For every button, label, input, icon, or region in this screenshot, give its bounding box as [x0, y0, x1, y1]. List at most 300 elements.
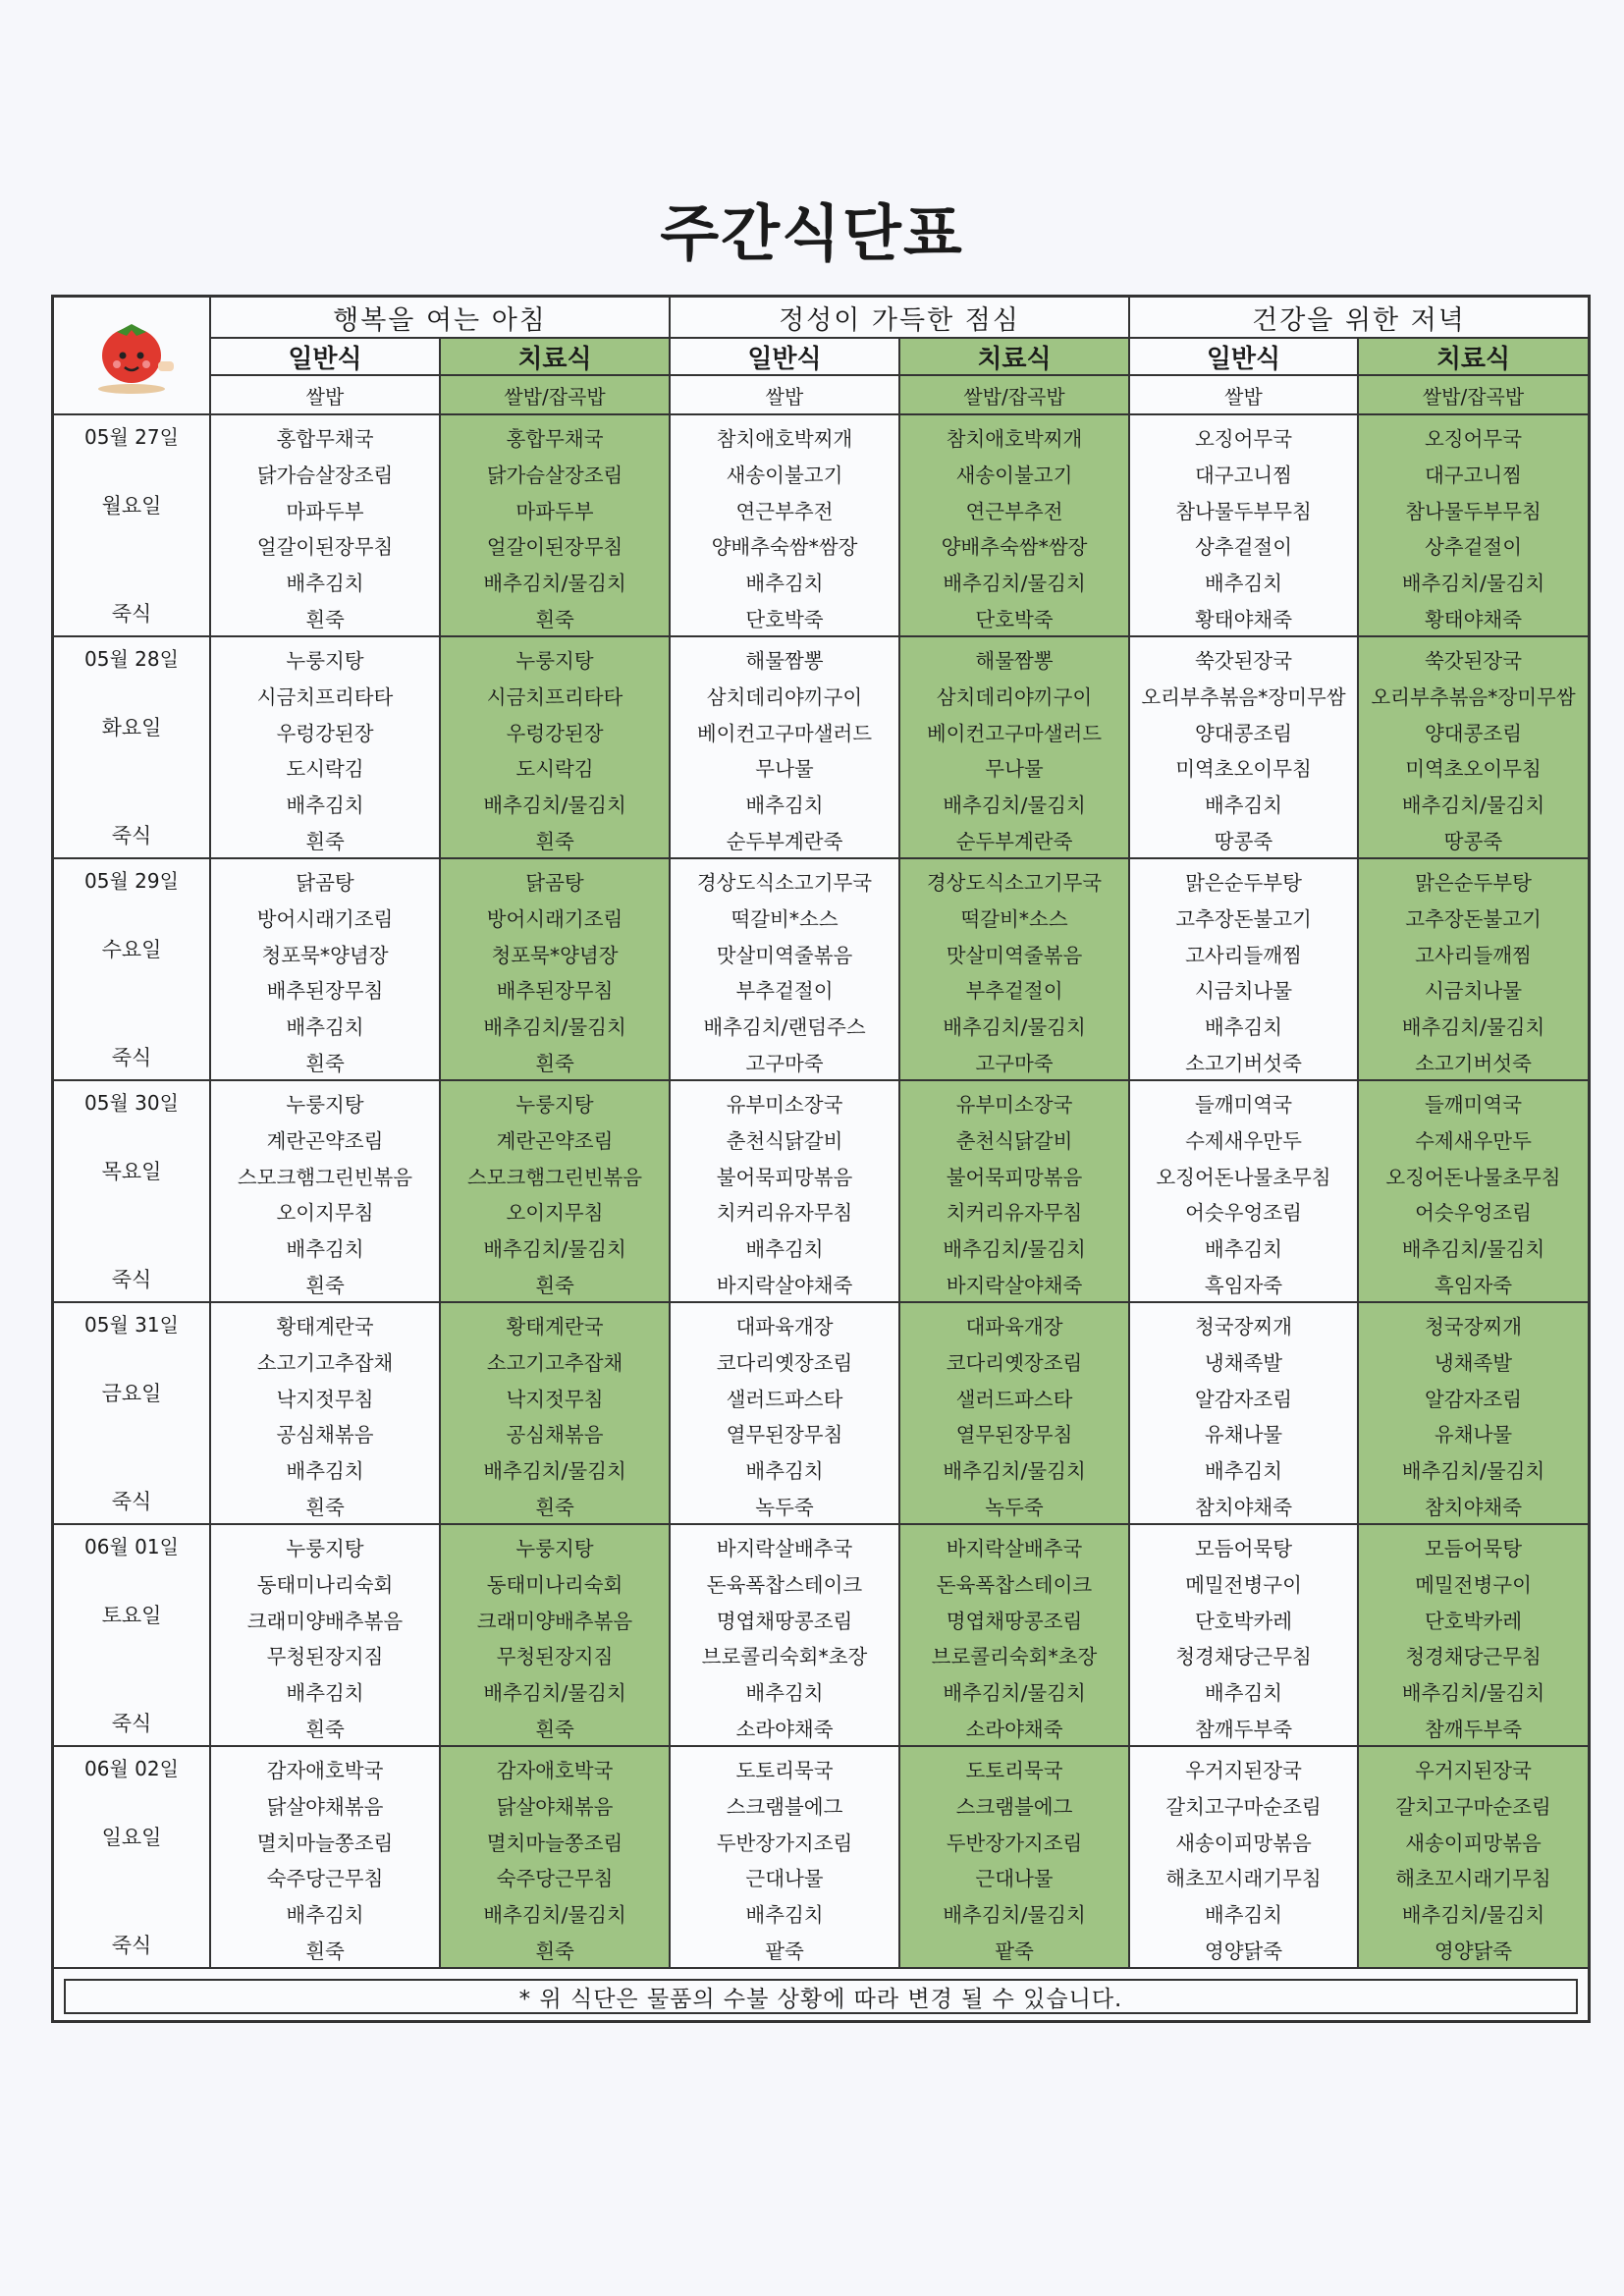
menu-item: 황태야채죽 — [1194, 607, 1292, 631]
menu-cell-di_g — [1130, 637, 1359, 859]
menu-item: 닭살야채볶음 — [496, 1795, 614, 1819]
menu-cell-bf_t — [441, 1303, 671, 1525]
type-header-therapy: 치료식 — [441, 339, 671, 376]
menu-item: 열무된장무침 — [726, 1423, 843, 1448]
menu-item: 닭가슴살장조림 — [486, 464, 623, 487]
menu-cell-lu_g — [671, 1081, 900, 1303]
menu-item: 낙지젓무침 — [506, 1387, 604, 1411]
menu-item: 양대콩조림 — [1194, 721, 1292, 745]
porridge-label: 죽식 — [111, 824, 152, 847]
menu-cell-di_g — [1130, 859, 1359, 1081]
menu-item: 근대나물 — [745, 1867, 824, 1891]
menu-item: 양배추숙쌈*쌈장 — [941, 535, 1088, 560]
menu-item: 대구고니찜 — [1424, 464, 1522, 487]
menu-item: 스모크햄그린빈볶음 — [466, 1165, 643, 1189]
menu-cell-di_t — [1359, 415, 1588, 637]
menu-item: 순두부계란죽 — [726, 829, 843, 853]
menu-item: 도토리묵국 — [735, 1759, 834, 1783]
menu-item: 바지락살야채죽 — [946, 1273, 1083, 1297]
type-header-general: 일반식 — [671, 339, 900, 376]
menu-item: 마파두부 — [515, 499, 594, 523]
menu-item: 배추김치/물김치 — [1401, 572, 1545, 596]
menu-item: 모듬어묵탕 — [1424, 1537, 1522, 1561]
menu-item: 소고기버섯죽 — [1185, 1051, 1302, 1075]
menu-item: 참치애호박찌개 — [946, 427, 1083, 452]
menu-item: 배추김치 — [1204, 1459, 1283, 1484]
menu-item: 닭곰탕 — [525, 871, 584, 896]
menu-item: 배추김치/물김치 — [1401, 1459, 1545, 1484]
menu-item: 삼치데리야끼구이 — [706, 685, 863, 709]
menu-item: 배추김치 — [1204, 1681, 1283, 1706]
menu-item: 팥죽 — [765, 1939, 804, 1963]
menu-cell-bf_t — [441, 859, 671, 1081]
menu-item: 부추겉절이 — [965, 979, 1063, 1004]
menu-item: 불어묵피망볶음 — [946, 1165, 1083, 1189]
menu-cell-di_g — [1130, 1747, 1359, 1969]
menu-item: 흰죽 — [305, 829, 345, 853]
menu-item: 해초꼬시래기무침 — [1165, 1867, 1322, 1891]
menu-item: 동태미나리숙회 — [486, 1573, 623, 1597]
menu-item: 무나물 — [755, 757, 814, 782]
menu-item: 메밀전병구이 — [1185, 1573, 1302, 1597]
meal-header-dinner: 건강을 위한 저녁 — [1130, 298, 1588, 339]
menu-item: 청포묵*양념장 — [261, 943, 389, 967]
menu-cell-di_g — [1130, 415, 1359, 637]
menu-item: 단호박카레 — [1194, 1609, 1292, 1633]
menu-item: 누룽지탕 — [286, 1093, 364, 1118]
menu-item: 배추김치 — [286, 1681, 364, 1706]
menu-item: 숙주당근무침 — [496, 1867, 614, 1891]
menu-item: 땅콩죽 — [1443, 829, 1503, 853]
menu-item: 배추김치/물김치 — [1401, 1903, 1545, 1928]
menu-item: 불어묵피망볶음 — [716, 1165, 853, 1189]
menu-item: 부추겉절이 — [735, 979, 834, 1004]
menu-cell-di_t — [1359, 1747, 1588, 1969]
menu-item: 베이컨고구마샐러드 — [926, 721, 1103, 745]
menu-cell-lu_t — [900, 1525, 1130, 1747]
menu-item: 수제새우만두 — [1415, 1129, 1532, 1153]
menu-item: 맛살미역줄볶음 — [946, 943, 1083, 967]
menu-item: 영양닭죽 — [1204, 1939, 1283, 1963]
menu-item: 배추김치 — [1204, 1903, 1283, 1928]
menu-cell-di_t — [1359, 1525, 1588, 1747]
type-header-general: 일반식 — [211, 339, 441, 376]
day-of-week: 월요일 — [101, 494, 162, 518]
menu-item: 해초꼬시래기무침 — [1395, 1867, 1551, 1891]
menu-cell-bf_g — [211, 1303, 441, 1525]
menu-item: 유부미소장국 — [955, 1093, 1073, 1118]
menu-item: 배추김치/물김치 — [483, 572, 626, 596]
menu-item: 공심채볶음 — [276, 1423, 374, 1448]
menu-item: 참깨두부죽 — [1424, 1717, 1522, 1741]
menu-item: 숙주당근무침 — [266, 1867, 384, 1891]
menu-item: 해물짬뽕 — [975, 649, 1054, 674]
meal-header-lunch: 정성이 가득한 점심 — [671, 298, 1130, 339]
menu-item: 홍합무채국 — [276, 427, 374, 452]
menu-cell-bf_t — [441, 1747, 671, 1969]
menu-item: 오이지무침 — [276, 1201, 374, 1226]
menu-item: 스모크햄그린빈볶음 — [237, 1165, 413, 1189]
menu-item: 양대콩조림 — [1424, 721, 1522, 745]
menu-item: 배추김치/물김치 — [1401, 1681, 1545, 1706]
menu-item: 오리부추볶음*장미무쌈 — [1371, 685, 1576, 709]
menu-item: 바지락살배추국 — [946, 1537, 1083, 1561]
menu-item: 누룽지탕 — [286, 649, 364, 674]
menu-item: 상추겉절이 — [1424, 535, 1522, 560]
menu-item: 흰죽 — [535, 1051, 574, 1075]
menu-item: 흰죽 — [535, 1717, 574, 1741]
menu-item: 도토리묵국 — [965, 1759, 1063, 1783]
menu-item: 샐러드파스타 — [955, 1387, 1073, 1411]
day-of-week: 토요일 — [101, 1604, 162, 1627]
menu-item: 코다리옛장조림 — [716, 1351, 853, 1375]
menu-item: 흑임자죽 — [1434, 1273, 1513, 1297]
menu-item: 참나물두부무침 — [1175, 499, 1312, 523]
menu-cell-bf_g — [211, 637, 441, 859]
day-date: 05월 27일 — [84, 425, 179, 449]
menu-item: 알감자조림 — [1424, 1387, 1522, 1411]
menu-item: 흑임자죽 — [1204, 1273, 1283, 1297]
menu-cell-bf_g — [211, 1525, 441, 1747]
menu-item: 들깨미역국 — [1194, 1093, 1292, 1118]
menu-item: 배추김치 — [1204, 572, 1283, 596]
menu-item: 시금치프리타타 — [486, 685, 623, 709]
menu-item: 브로콜리숙회*초장 — [931, 1645, 1098, 1669]
menu-item: 배추김치 — [286, 1459, 364, 1484]
menu-item: 누룽지탕 — [515, 649, 594, 674]
menu-cell-bf_t — [441, 1525, 671, 1747]
menu-item: 팥죽 — [995, 1939, 1034, 1963]
menu-item: 시금치나물 — [1424, 979, 1522, 1004]
menu-item: 녹두죽 — [755, 1495, 814, 1519]
rice-therapy: 쌀밥/잡곡밥 — [1359, 376, 1588, 415]
menu-item: 닭가슴살장조림 — [256, 464, 394, 487]
menu-cell-lu_t — [900, 415, 1130, 637]
menu-item: 명엽채땅콩조림 — [716, 1609, 853, 1633]
menu-item: 청포묵*양념장 — [491, 943, 619, 967]
menu-item: 유채나물 — [1434, 1423, 1513, 1448]
menu-item: 영양닭죽 — [1434, 1939, 1513, 1963]
menu-item: 누룽지탕 — [286, 1537, 364, 1561]
menu-item: 흰죽 — [535, 1495, 574, 1519]
menu-item: 바지락살야채죽 — [716, 1273, 853, 1297]
menu-item: 배추김치/물김치 — [483, 1681, 626, 1706]
menu-item: 배추된장무침 — [496, 979, 614, 1004]
menu-item: 어슷우엉조림 — [1415, 1201, 1532, 1226]
day-cell — [54, 1747, 211, 1969]
menu-item: 흰죽 — [305, 1051, 345, 1075]
menu-item: 배추김치 — [745, 1237, 824, 1262]
menu-item: 미역초오이무침 — [1405, 757, 1542, 782]
menu-item: 경상도식소고기무국 — [696, 871, 873, 896]
menu-item: 홍합무채국 — [506, 427, 604, 452]
menu-item: 참치애호박찌개 — [716, 427, 853, 452]
day-cell — [54, 1525, 211, 1747]
menu-item: 흰죽 — [305, 1717, 345, 1741]
tomato-mascot-icon — [54, 298, 211, 415]
menu-item: 무나물 — [985, 757, 1044, 782]
menu-item: 배추김치 — [286, 1237, 364, 1262]
menu-item: 시금치나물 — [1194, 979, 1292, 1004]
porridge-label: 죽식 — [111, 602, 152, 626]
menu-cell-lu_g — [671, 1525, 900, 1747]
menu-item: 갈치고구마순조림 — [1395, 1795, 1551, 1819]
menu-item: 쑥갓된장국 — [1194, 649, 1292, 674]
menu-item: 방어시래기조림 — [486, 907, 623, 931]
menu-item: 고구마죽 — [745, 1051, 824, 1075]
menu-item: 배추김치/랜덤주스 — [703, 1015, 866, 1040]
menu-item: 무청된장지짐 — [496, 1645, 614, 1669]
menu-item: 흰죽 — [535, 1939, 574, 1963]
menu-item: 소고기고추잡채 — [256, 1351, 394, 1375]
menu-item: 닭곰탕 — [296, 871, 354, 896]
menu-item: 마파두부 — [286, 499, 364, 523]
menu-item: 배추김치 — [1204, 1237, 1283, 1262]
menu-item: 흰죽 — [535, 829, 574, 853]
menu-item: 동태미나리숙회 — [256, 1573, 394, 1597]
menu-cell-lu_g — [671, 1303, 900, 1525]
menu-item: 공심채볶음 — [506, 1423, 604, 1448]
menu-item: 도시락김 — [515, 757, 594, 782]
menu-cell-di_g — [1130, 1081, 1359, 1303]
menu-cell-bf_g — [211, 859, 441, 1081]
menu-cell-lu_t — [900, 1081, 1130, 1303]
menu-cell-bf_g — [211, 1081, 441, 1303]
menu-item: 소라야채죽 — [965, 1717, 1063, 1741]
menu-item: 청국장찌개 — [1424, 1315, 1522, 1339]
type-header-therapy: 치료식 — [900, 339, 1130, 376]
menu-item: 배추김치/물김치 — [483, 1903, 626, 1928]
menu-item: 우렁강된장 — [506, 721, 604, 745]
menu-item: 배추김치/물김치 — [1401, 1015, 1545, 1040]
menu-item: 배추김치 — [745, 1681, 824, 1706]
menu-item: 배추김치/물김치 — [943, 1237, 1086, 1262]
menu-item: 얼갈이된장무침 — [486, 535, 623, 560]
rice-general: 쌀밥 — [671, 376, 900, 415]
menu-cell-lu_t — [900, 637, 1130, 859]
menu-item: 열무된장무침 — [955, 1423, 1073, 1448]
menu-item: 쑥갓된장국 — [1424, 649, 1522, 674]
menu-item: 소고기고추잡채 — [486, 1351, 623, 1375]
menu-cell-lu_g — [671, 1747, 900, 1969]
menu-item: 브로콜리숙회*초장 — [701, 1645, 868, 1669]
menu-item: 스크램블에그 — [726, 1795, 843, 1819]
menu-item: 배추된장무침 — [266, 979, 384, 1004]
menu-item: 대파육개장 — [735, 1315, 834, 1339]
menu-item: 황태계란국 — [506, 1315, 604, 1339]
day-cell — [54, 1081, 211, 1303]
menu-item: 대파육개장 — [965, 1315, 1063, 1339]
menu-item: 멸치마늘쫑조림 — [486, 1831, 623, 1855]
menu-table — [51, 295, 1591, 2023]
menu-item: 얼갈이된장무침 — [256, 535, 394, 560]
menu-item: 유부미소장국 — [726, 1093, 843, 1118]
menu-cell-di_g — [1130, 1303, 1359, 1525]
menu-item: 바지락살배추국 — [716, 1537, 853, 1561]
rice-therapy: 쌀밥/잡곡밥 — [900, 376, 1130, 415]
menu-item: 배추김치 — [286, 793, 364, 818]
menu-cell-bf_g — [211, 1747, 441, 1969]
menu-cell-lu_g — [671, 859, 900, 1081]
menu-item: 떡갈비*소스 — [960, 907, 1068, 931]
menu-cell-lu_g — [671, 415, 900, 637]
menu-item: 배추김치 — [745, 793, 824, 818]
menu-item: 배추김치 — [745, 1459, 824, 1484]
menu-item: 감자애호박국 — [496, 1759, 614, 1783]
menu-item: 냉채족발 — [1204, 1351, 1283, 1375]
menu-item: 배추김치/물김치 — [483, 1237, 626, 1262]
menu-item: 감자애호박국 — [266, 1759, 384, 1783]
day-cell — [54, 1303, 211, 1525]
menu-item: 흰죽 — [535, 1273, 574, 1297]
menu-item: 도시락김 — [286, 757, 364, 782]
menu-item: 돈육폭찹스테이크 — [706, 1573, 863, 1597]
day-date: 05월 28일 — [84, 647, 179, 671]
day-cell — [54, 415, 211, 637]
menu-cell-bf_t — [441, 1081, 671, 1303]
menu-item: 청경채당근무침 — [1175, 1645, 1312, 1669]
menu-item: 배추김치/물김치 — [943, 1015, 1086, 1040]
porridge-label: 죽식 — [111, 1712, 152, 1735]
menu-cell-bf_g — [211, 415, 441, 637]
porridge-label: 죽식 — [111, 1934, 152, 1957]
menu-item: 오징어무국 — [1424, 427, 1522, 452]
menu-item: 무청된장지짐 — [266, 1645, 384, 1669]
menu-item: 황태계란국 — [276, 1315, 374, 1339]
menu-cell-bf_t — [441, 415, 671, 637]
menu-item: 누룽지탕 — [515, 1093, 594, 1118]
menu-item: 배추김치/물김치 — [483, 1015, 626, 1040]
menu-item: 수제새우만두 — [1185, 1129, 1302, 1153]
menu-item: 배추김치/물김치 — [483, 793, 626, 818]
menu-cell-di_t — [1359, 637, 1588, 859]
menu-item: 고사리들깨찜 — [1415, 943, 1532, 967]
menu-item: 새송이피망볶음 — [1175, 1831, 1312, 1855]
menu-item: 배추김치 — [286, 572, 364, 596]
meal-header-breakfast: 행복을 여는 아침 — [211, 298, 671, 339]
menu-item: 고구마죽 — [975, 1051, 1054, 1075]
menu-item: 고사리들깨찜 — [1185, 943, 1302, 967]
menu-item: 배추김치/물김치 — [943, 572, 1086, 596]
menu-item: 순두부계란죽 — [955, 829, 1073, 853]
menu-item: 배추김치/물김치 — [483, 1459, 626, 1484]
menu-cell-lu_g — [671, 637, 900, 859]
menu-item: 해물짬뽕 — [745, 649, 824, 674]
menu-item: 오이지무침 — [506, 1201, 604, 1226]
menu-item: 삼치데리야끼구이 — [936, 685, 1093, 709]
menu-item: 오징어무국 — [1194, 427, 1292, 452]
menu-item: 치커리유자무침 — [946, 1201, 1083, 1226]
porridge-label: 죽식 — [111, 1046, 152, 1069]
menu-item: 낙지젓무침 — [276, 1387, 374, 1411]
menu-item: 배추김치/물김치 — [943, 1681, 1086, 1706]
menu-item: 단호박죽 — [745, 607, 824, 631]
menu-item: 냉채족발 — [1434, 1351, 1513, 1375]
menu-item: 크래미양배추볶음 — [476, 1609, 633, 1633]
menu-item: 배추김치 — [286, 1903, 364, 1928]
menu-cell-di_t — [1359, 859, 1588, 1081]
menu-item: 계란곤약조림 — [496, 1129, 614, 1153]
day-date: 06월 01일 — [84, 1535, 179, 1558]
day-of-week: 수요일 — [101, 938, 162, 961]
menu-item: 유채나물 — [1204, 1423, 1283, 1448]
menu-item: 소고기버섯죽 — [1415, 1051, 1532, 1075]
menu-item: 참치야채죽 — [1194, 1495, 1292, 1519]
menu-item: 알감자조림 — [1194, 1387, 1292, 1411]
menu-item: 배추김치 — [1204, 1015, 1283, 1040]
menu-item: 치커리유자무침 — [716, 1201, 853, 1226]
menu-item: 맑은순두부탕 — [1415, 871, 1532, 896]
menu-item: 어슷우엉조림 — [1185, 1201, 1302, 1226]
type-header-general: 일반식 — [1130, 339, 1359, 376]
rice-therapy: 쌀밥/잡곡밥 — [441, 376, 671, 415]
footer-note: * 위 식단은 물품의 수불 상황에 따라 변경 될 수 있습니다. — [64, 1979, 1578, 2014]
menu-item: 흰죽 — [305, 1939, 345, 1963]
menu-item: 새송이불고기 — [955, 464, 1073, 487]
menu-item: 대구고니찜 — [1194, 464, 1292, 487]
menu-item: 단호박카레 — [1424, 1609, 1522, 1633]
day-date: 05월 29일 — [84, 869, 179, 893]
menu-item: 멸치마늘쫑조림 — [256, 1831, 394, 1855]
menu-cell-di_t — [1359, 1303, 1588, 1525]
menu-item: 연근부추전 — [735, 499, 834, 523]
rice-general: 쌀밥 — [1130, 376, 1359, 415]
porridge-label: 죽식 — [111, 1268, 152, 1291]
menu-item: 참나물두부무침 — [1405, 499, 1542, 523]
menu-item: 경상도식소고기무국 — [926, 871, 1103, 896]
menu-item: 참깨두부죽 — [1194, 1717, 1292, 1741]
menu-item: 모듬어묵탕 — [1194, 1537, 1292, 1561]
menu-item: 배추김치/물김치 — [943, 1459, 1086, 1484]
menu-item: 배추김치 — [745, 572, 824, 596]
menu-item: 메밀전병구이 — [1415, 1573, 1532, 1597]
menu-item: 크래미양배추볶음 — [246, 1609, 404, 1633]
menu-item: 누룽지탕 — [515, 1537, 594, 1561]
menu-item: 배추김치/물김치 — [1401, 793, 1545, 818]
menu-item: 연근부추전 — [965, 499, 1063, 523]
menu-item: 미역초오이무침 — [1175, 757, 1312, 782]
menu-item: 청국장찌개 — [1194, 1315, 1292, 1339]
menu-item: 두반장가지조림 — [716, 1831, 853, 1855]
menu-item: 우렁강된장 — [276, 721, 374, 745]
menu-item: 청경채당근무침 — [1405, 1645, 1542, 1669]
menu-item: 오징어돈나물초무침 — [1385, 1165, 1561, 1189]
menu-item: 춘천식닭갈비 — [726, 1129, 843, 1153]
menu-cell-lu_t — [900, 1303, 1130, 1525]
menu-item: 계란곤약조림 — [266, 1129, 384, 1153]
menu-cell-lu_t — [900, 1747, 1130, 1969]
menu-item: 갈치고구마순조림 — [1165, 1795, 1322, 1819]
menu-item: 배추김치/물김치 — [1401, 1237, 1545, 1262]
menu-item: 양배추숙쌈*쌈장 — [711, 535, 858, 560]
type-header-therapy: 치료식 — [1359, 339, 1588, 376]
rice-general: 쌀밥 — [211, 376, 441, 415]
menu-item: 흰죽 — [535, 607, 574, 631]
menu-item: 근대나물 — [975, 1867, 1054, 1891]
menu-item: 방어시래기조림 — [256, 907, 394, 931]
menu-item: 시금치프리타타 — [256, 685, 394, 709]
menu-item: 소라야채죽 — [735, 1717, 834, 1741]
menu-item: 새송이불고기 — [726, 464, 843, 487]
menu-item: 돈육폭찹스테이크 — [936, 1573, 1093, 1597]
day-of-week: 금요일 — [101, 1382, 162, 1405]
menu-item: 녹두죽 — [985, 1495, 1044, 1519]
menu-item: 황태야채죽 — [1424, 607, 1522, 631]
menu-item: 상추겉절이 — [1194, 535, 1292, 560]
day-date: 06월 02일 — [84, 1757, 179, 1780]
menu-item: 흰죽 — [305, 607, 345, 631]
menu-item: 두반장가지조림 — [946, 1831, 1083, 1855]
